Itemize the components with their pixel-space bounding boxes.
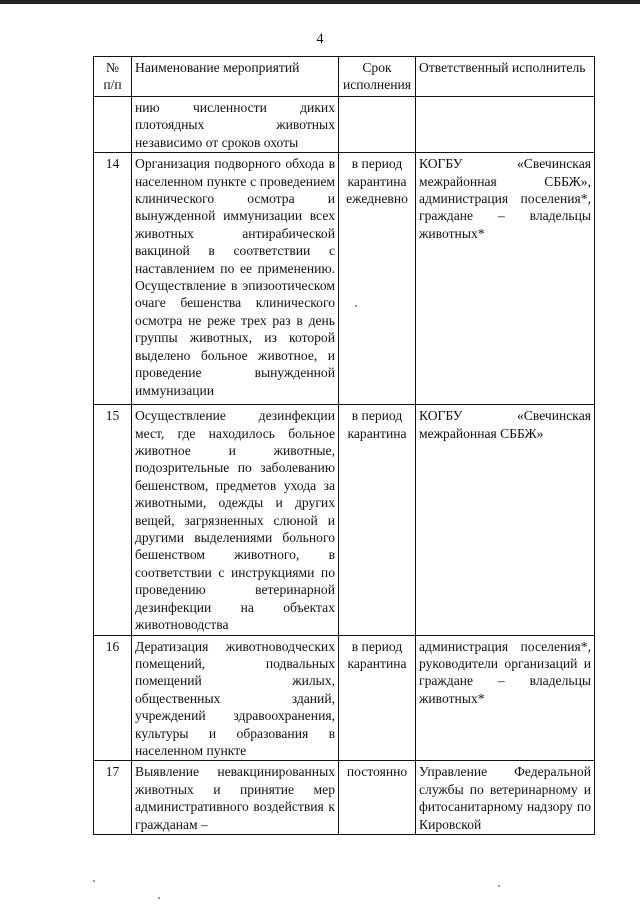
measures-table <box>93 56 595 835</box>
table-row <box>94 761 595 835</box>
header-responsible: Ответственный исполнитель <box>416 57 595 97</box>
header-name: Наименование мероприятий <box>132 57 339 97</box>
measure-responsible: Управление Федеральной службы по ветеринарному и фитосанитарному надзору по Кировской <box>416 761 595 835</box>
measure-responsible <box>416 97 595 153</box>
table-row <box>94 97 595 153</box>
measure-term: в период карантина <box>339 635 416 761</box>
scan-speck <box>93 880 95 882</box>
row-number: 17 <box>94 761 132 835</box>
table-row <box>94 635 595 761</box>
row-number: 16 <box>94 635 132 761</box>
measure-name: Выявление невакцинированных животных и принятие мер административного воздействия к гражданам – <box>132 761 339 835</box>
measure-name: Организация подворного обхода в населенном пункте с проведением клинического осмотра и вынужденной иммунизации всех животных антирабической вакциной в соответствии с наставлением по ее применению. Осуществление в эпизоотическом очаге бешенства клинического осмотра не реже трех раз в день группы животных, из которой выделено больное животное, и проведение вынужденной иммунизации <box>132 153 339 405</box>
scan-speck <box>498 885 500 887</box>
table-row <box>94 405 595 635</box>
scan-speck <box>158 897 160 899</box>
top-rule <box>0 0 640 4</box>
table-row <box>94 153 595 405</box>
measure-responsible: КОГБУ «Свечинская межрайонная СББЖ» <box>416 405 595 635</box>
page-number: 4 <box>316 31 324 47</box>
measure-term: в период карантина ежедневно <box>339 153 416 405</box>
measure-term: постоянно <box>339 761 416 835</box>
row-number: 14 <box>94 153 132 405</box>
measure-responsible: администрация поселения*, руководители организаций и граждане – владельцы животных* <box>416 635 595 761</box>
measure-name: Осуществление дезинфекции мест, где находилось больное животное и животные, подозрительные по заболеванию бешенством, предметов ухода за животными, одежды и других вещей, загрязненных слюной и другими выделениями больного бешенством животного, в соответствии с инструкциями по проведению ветеринарной дезинфекции на объектах животноводства <box>132 405 339 635</box>
header-num: № п/п <box>94 57 132 97</box>
scan-speck <box>355 305 357 307</box>
measure-name: Дератизация животноводческих помещений, подвальных помещений жилых, общественных зданий, учреждений здравоохранения, культуры и образования в населенном пункте <box>132 635 339 761</box>
header-term: Срок исполнения <box>339 57 416 97</box>
measure-term <box>339 97 416 153</box>
measure-term: в период карантина <box>339 405 416 635</box>
measure-responsible: КОГБУ «Свечинская межрайонная СББЖ», администрация поселения*, граждане – владельцы животных* <box>416 153 595 405</box>
row-number <box>94 97 132 153</box>
measure-name: нию численности диких плотоядных животных независимо от сроков охоты <box>132 97 339 153</box>
row-number: 15 <box>94 405 132 635</box>
table-header-row <box>94 57 595 97</box>
